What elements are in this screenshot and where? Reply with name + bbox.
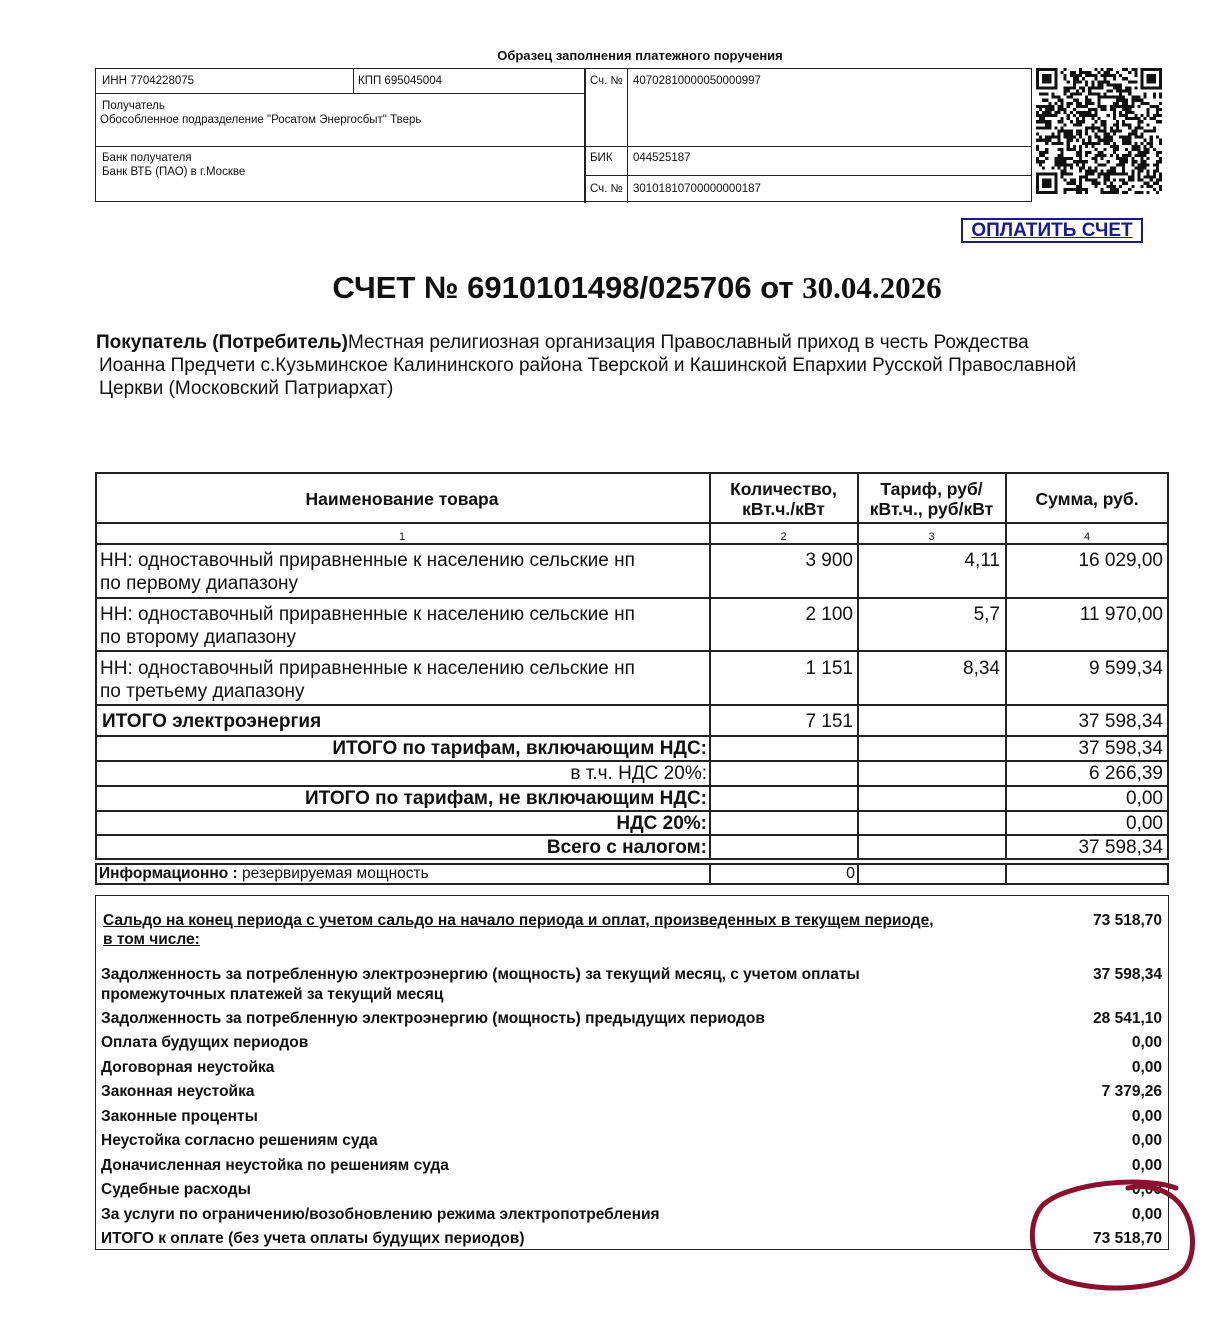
buyer-line-1: Местная религиозная организация Православный приход в честь Рождества: [348, 332, 1029, 353]
recipient-name: Обособленное подразделение "Росатом Энергосбыт" Тверь: [100, 114, 422, 126]
invoice-date: 30.04.2026: [802, 270, 942, 305]
pay-invoice-button[interactable]: ОПЛАТИТЬ СЧЕТ: [961, 218, 1143, 243]
bank-name: Банк ВТБ (ПАО) в г.Москве: [102, 166, 246, 178]
corr-account-number: 30101810700000000187: [633, 183, 761, 195]
kpp: КПП 695045004: [358, 75, 442, 87]
total-energy-sum: 37 598,34: [1078, 711, 1163, 732]
total-with-vat-value: 37 598,34: [1078, 738, 1163, 759]
balance-item-current-debt-value: 37 598,34: [1093, 966, 1162, 983]
row-1-name-line-2: по первому диапазону: [100, 573, 299, 594]
recipient-label: Получатель: [102, 100, 165, 112]
balance-item-future-payment: Оплата будущих периодов: [101, 1034, 309, 1051]
row-1-name-line-1: НН: одноставочный приравненные к населению сельские нп: [100, 550, 635, 571]
buyer-block: [96, 331, 1171, 400]
annotation-circle: [1026, 1176, 1198, 1296]
header-tariff-line-1: Тариф, руб/: [880, 479, 983, 499]
balance-item-current-debt-line-1: Задолженность за потребленную электроэнергию (мощность) за текущий месяц, с учетом оплаты: [101, 966, 860, 983]
row-2-sum: 11 970,00: [1079, 604, 1163, 625]
balance-item-court-penalty-value: 0,00: [1131, 1132, 1162, 1149]
balance-item-future-payment-value: 0,00: [1131, 1034, 1162, 1051]
balance-item-contract-penalty-value: 0,00: [1131, 1059, 1162, 1076]
row-1-sum: 16 029,00: [1078, 550, 1163, 571]
account-number: 40702810000050000997: [633, 75, 761, 87]
account-label: Сч. №: [590, 75, 623, 87]
row-3-name-line-1: НН: одноставочный приравненные к населению сельские нп: [100, 658, 635, 679]
balance-item-contract-penalty: Договорная неустойка: [101, 1059, 275, 1076]
row-1-qty: 3 900: [805, 550, 853, 571]
vat-value: 0,00: [1126, 813, 1163, 834]
bik-label: БИК: [590, 152, 613, 164]
balance-item-court-penalty: Неустойка согласно решениям суда: [101, 1132, 378, 1149]
balance-item-previous-debt: Задолженность за потребленную электроэнергию (мощность) предыдущих периодов: [101, 1010, 765, 1027]
header-qty-line-2: кВт.ч./кВт: [742, 499, 825, 519]
info-value: 0: [846, 865, 855, 882]
balance-total-due-label: ИТОГО к оплате (без учета оплаты будущих периодов): [101, 1230, 525, 1247]
balance-item-additional-court-penalty-value: 0,00: [1131, 1157, 1162, 1174]
info-description: резервируемая мощность: [241, 865, 429, 882]
row-2-name-line-2: по второму диапазону: [100, 627, 297, 648]
col-number: 4: [1083, 531, 1091, 543]
balance-item-legal-penalty: Законная неустойка: [101, 1083, 255, 1100]
row-3-tariff: 8,34: [963, 658, 1000, 679]
balance-header-line-1: Сальдо на конец периода с учетом сальдо на начало периода и оплат, произведенных в текущем периоде,: [103, 912, 934, 929]
total-with-tax-label: Всего с налогом:: [546, 837, 707, 858]
vat-included-value: 6 266,39: [1089, 763, 1163, 784]
balance-item-additional-court-penalty: Доначисленная неустойка по решениям суда: [101, 1157, 449, 1174]
info-text: [99, 864, 429, 883]
balance-item-restriction-services-value: 0,00: [1131, 1206, 1162, 1223]
info-row: [95, 863, 1169, 885]
total-without-vat-value: 0,00: [1126, 788, 1163, 809]
balance-header-value: 73 518,70: [1093, 912, 1162, 929]
total-energy-label: ИТОГО электроэнергия: [102, 711, 322, 732]
balance-total-due-value: 73 518,70: [1093, 1230, 1162, 1247]
balance-item-court-costs-value: 0,00: [1131, 1181, 1162, 1198]
col-number: 2: [780, 531, 787, 543]
balance-item-current-debt-line-2: промежуточных платежей за текущий месяц: [101, 986, 444, 1003]
invoice-number: СЧЕТ № 6910101498/025706 от: [332, 270, 803, 305]
total-with-vat-label: ИТОГО по тарифам, включающим НДС:: [332, 738, 707, 759]
row-3-sum: 9 599,34: [1089, 658, 1163, 679]
corr-account-label: Сч. №: [590, 183, 623, 195]
total-without-vat-label: ИТОГО по тарифам, не включающим НДС:: [305, 788, 707, 809]
balance-block: [95, 895, 1169, 1250]
header-tariff-line-2: кВт.ч., руб/кВт: [869, 499, 994, 519]
buyer-line-3: Церкви (Московский Патриархат): [99, 378, 394, 399]
balance-item-legal-interest: Законные проценты: [101, 1108, 258, 1125]
balance-item-restriction-services: За услуги по ограничению/возобновлению режима электропотребления: [101, 1206, 660, 1223]
balance-header-line-2: в том числе:: [103, 931, 200, 948]
row-2-qty: 2 100: [805, 604, 853, 625]
payment-order-box: [95, 68, 1032, 202]
info-label: Информационно :: [99, 865, 242, 882]
row-2-tariff: 5,7: [973, 604, 1000, 625]
vat-included-label: в т.ч. НДС 20%:: [570, 763, 707, 784]
invoice-table: [95, 472, 1169, 860]
row-1-tariff: 4,11: [964, 550, 1000, 571]
balance-item-legal-interest-value: 0,00: [1131, 1108, 1162, 1125]
bik-value: 044525187: [633, 152, 691, 164]
col-number: 1: [398, 531, 406, 543]
balance-item-previous-debt-value: 28 541,10: [1093, 1010, 1162, 1027]
balance-item-court-costs: Судебные расходы: [101, 1181, 251, 1198]
row-3-qty: 1 151: [805, 658, 853, 679]
bank-label: Банк получателя: [102, 152, 192, 164]
payment-order-title: Образец заполнения платежного поручения: [497, 48, 783, 63]
buyer-line-2: Иоанна Предчети с.Кузьминское Калининского района Тверской и Кашинской Епархии Русской Православной: [99, 355, 1077, 376]
invoice-title: [0, 270, 1206, 306]
row-3-name-line-2: по третьему диапазону: [100, 681, 305, 702]
inn: ИНН 7704228075: [102, 75, 195, 87]
col-number: 3: [928, 531, 935, 543]
header-qty-line-1: Количество,: [730, 479, 837, 499]
header-name: Наименование товара: [305, 489, 499, 509]
header-sum: Сумма, руб.: [1035, 489, 1139, 509]
total-energy-qty: 7 151: [805, 711, 853, 732]
buyer-label: Покупатель (Потребитель): [96, 332, 348, 353]
balance-item-legal-penalty-value: 7 379,26: [1101, 1083, 1162, 1100]
vat-label: НДС 20%:: [616, 813, 707, 834]
total-with-tax-value: 37 598,34: [1078, 837, 1163, 858]
row-2-name-line-1: НН: одноставочный приравненные к населению сельские нп: [100, 604, 635, 625]
qr-code-icon[interactable]: [1036, 68, 1162, 194]
